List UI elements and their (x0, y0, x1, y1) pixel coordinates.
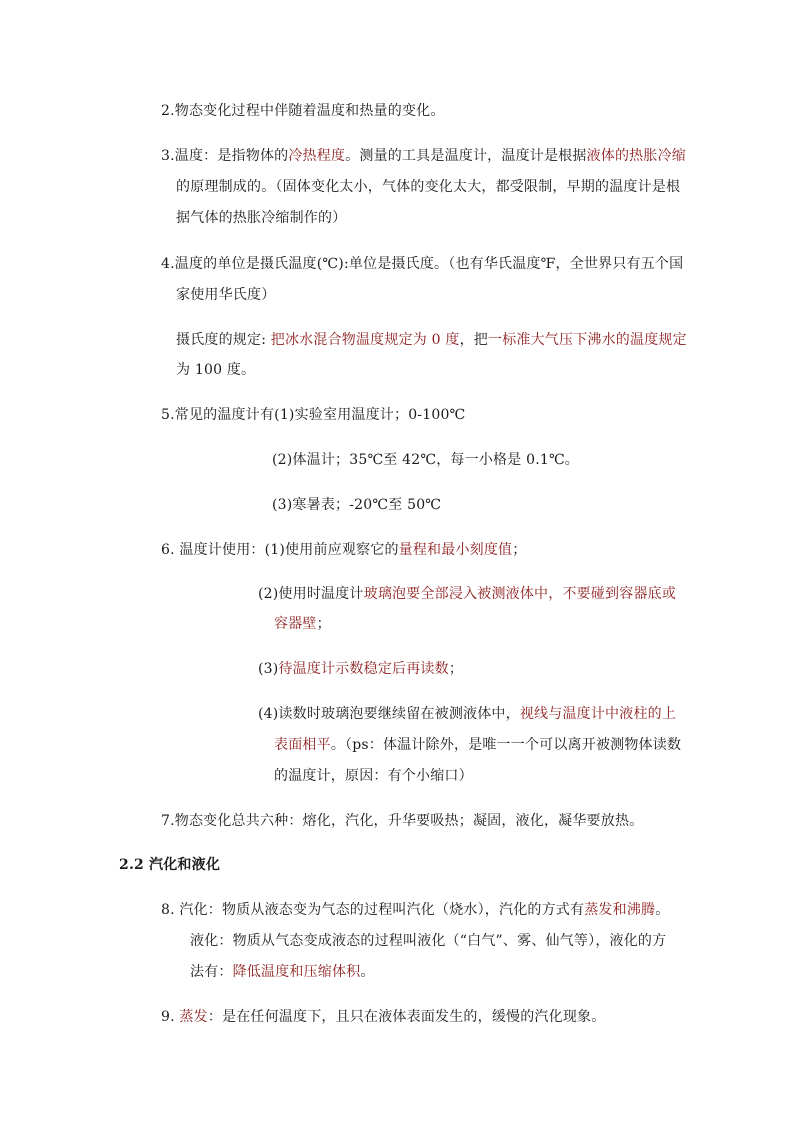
text: ； (316, 616, 331, 632)
text: (4)读数时玻璃泡要继续留在被测液体中， (258, 706, 520, 722)
paragraph-3-line-1 (161, 146, 686, 166)
paragraph-7-line-1 (161, 811, 643, 831)
paragraph-8-line-1 (161, 900, 669, 920)
paragraph-3-line-2 (176, 177, 680, 197)
text: (2)使用时温度计 (258, 586, 364, 602)
paragraph-6-line-2 (258, 584, 676, 604)
highlight-text: 液体的热胀冷缩 (586, 148, 686, 164)
highlight-text: 量程和最小刻度值 (398, 542, 513, 558)
text: ； (512, 542, 527, 558)
section-title: 2.2 汽化和液化 (119, 857, 221, 873)
text: ； (448, 661, 464, 677)
text: 据气体的热胀冷缩制作的） (176, 210, 347, 226)
highlight-text: 把冰水混合物温度规定为 0 度 (270, 332, 460, 348)
text: 。 (655, 902, 670, 918)
section-heading (119, 855, 220, 875)
highlight-text: 待温度计示数稳定后再读数 (278, 661, 449, 677)
paragraph-6-line-7 (274, 766, 473, 786)
text: 。（ps：体温计除外，是唯一一个可以离开被测物体读数 (330, 737, 682, 753)
paragraph-3-line-3 (176, 208, 346, 228)
celsius-definition-line-2 (176, 360, 255, 380)
highlight-text: 容器壁 (274, 616, 317, 632)
text: 液化：物质从气态变成液态的过程叫液化（“白气”、雾、仙气等），液化的方 (190, 933, 667, 949)
paragraph-6-line-3 (274, 614, 331, 634)
text: (3)寒暑表；-20℃至 50℃ (272, 497, 442, 513)
highlight-text: 蒸发 (179, 1009, 208, 1025)
celsius-definition-line-1 (176, 330, 687, 350)
paragraph-5-line-1 (161, 405, 465, 425)
text: 2.物态变化过程中伴随着温度和热量的变化。 (161, 103, 445, 119)
text: 为 100 度。 (176, 362, 256, 378)
paragraph-5-line-3 (272, 495, 441, 515)
highlight-text: 表面相平 (274, 737, 331, 753)
text: 6. 温度计使用：(1)使用前应观察它的 (161, 542, 399, 558)
paragraph-6-line-4 (258, 659, 463, 679)
text: 。测量的工具是温度计，温度计是根据 (345, 148, 587, 164)
text: 摄氏度的规定: (176, 332, 271, 348)
paragraph-4-line-2 (176, 285, 275, 305)
paragraph-8-line-3 (190, 962, 375, 982)
text: 7.物态变化总共六种：熔化，汽化，升华要吸热；凝固，液化，凝华要放热。 (161, 813, 644, 829)
highlight-text: 蒸发和沸腾 (584, 902, 656, 918)
paragraph-2-line-1 (161, 101, 445, 121)
highlight-text: 视线与温度计中液柱的上 (519, 706, 677, 722)
text: ，把 (459, 332, 488, 348)
text: 8. 汽化：物质从液态变为气态的过程叫汽化（烧水），汽化的方式有 (161, 902, 585, 918)
text: 的温度计，原因：有个小缩口） (274, 768, 473, 784)
text: 4.温度的单位是摄氏温度(℃):单位是摄氏度。（也有华氏温度℉，全世界只有五个国 (161, 256, 684, 272)
highlight-text: 降低温度和压缩体积 (232, 964, 361, 980)
paragraph-6-line-1 (161, 540, 526, 560)
paragraph-8-line-2 (190, 931, 666, 951)
highlight-text: 一标准大气压下沸水的温度规定 (488, 332, 687, 348)
text: ：是在任何温度下，且只在液体表面发生的，缓慢的汽化现象。 (207, 1009, 606, 1025)
text: 法有： (190, 964, 233, 980)
paragraph-6-line-5 (258, 704, 676, 724)
highlight-text: 冷热程度 (288, 148, 346, 164)
paragraph-4-line-1 (161, 254, 683, 274)
paragraph-5-line-2 (272, 450, 579, 470)
highlight-text: 玻璃泡要全部浸入被测液体中，不要碰到容器底或 (363, 586, 677, 602)
text: 9. (161, 1009, 180, 1025)
text: (2)体温计；35℃至 42℃，每一小格是 0.1℃。 (272, 452, 580, 468)
text: 的原理制成的。（固体变化太小，气体的变化太大，都受限制，早期的温度计是根 (176, 179, 681, 195)
text: 家使用华氏度） (176, 287, 276, 303)
text: 5.常见的温度计有(1)实验室用温度计；0-100℃ (161, 407, 466, 423)
text: (3) (258, 661, 279, 677)
paragraph-9-line-1 (161, 1007, 605, 1027)
paragraph-6-line-6 (274, 735, 681, 755)
text: 。 (360, 964, 375, 980)
text: 3.温度：是指物体的 (161, 148, 289, 164)
